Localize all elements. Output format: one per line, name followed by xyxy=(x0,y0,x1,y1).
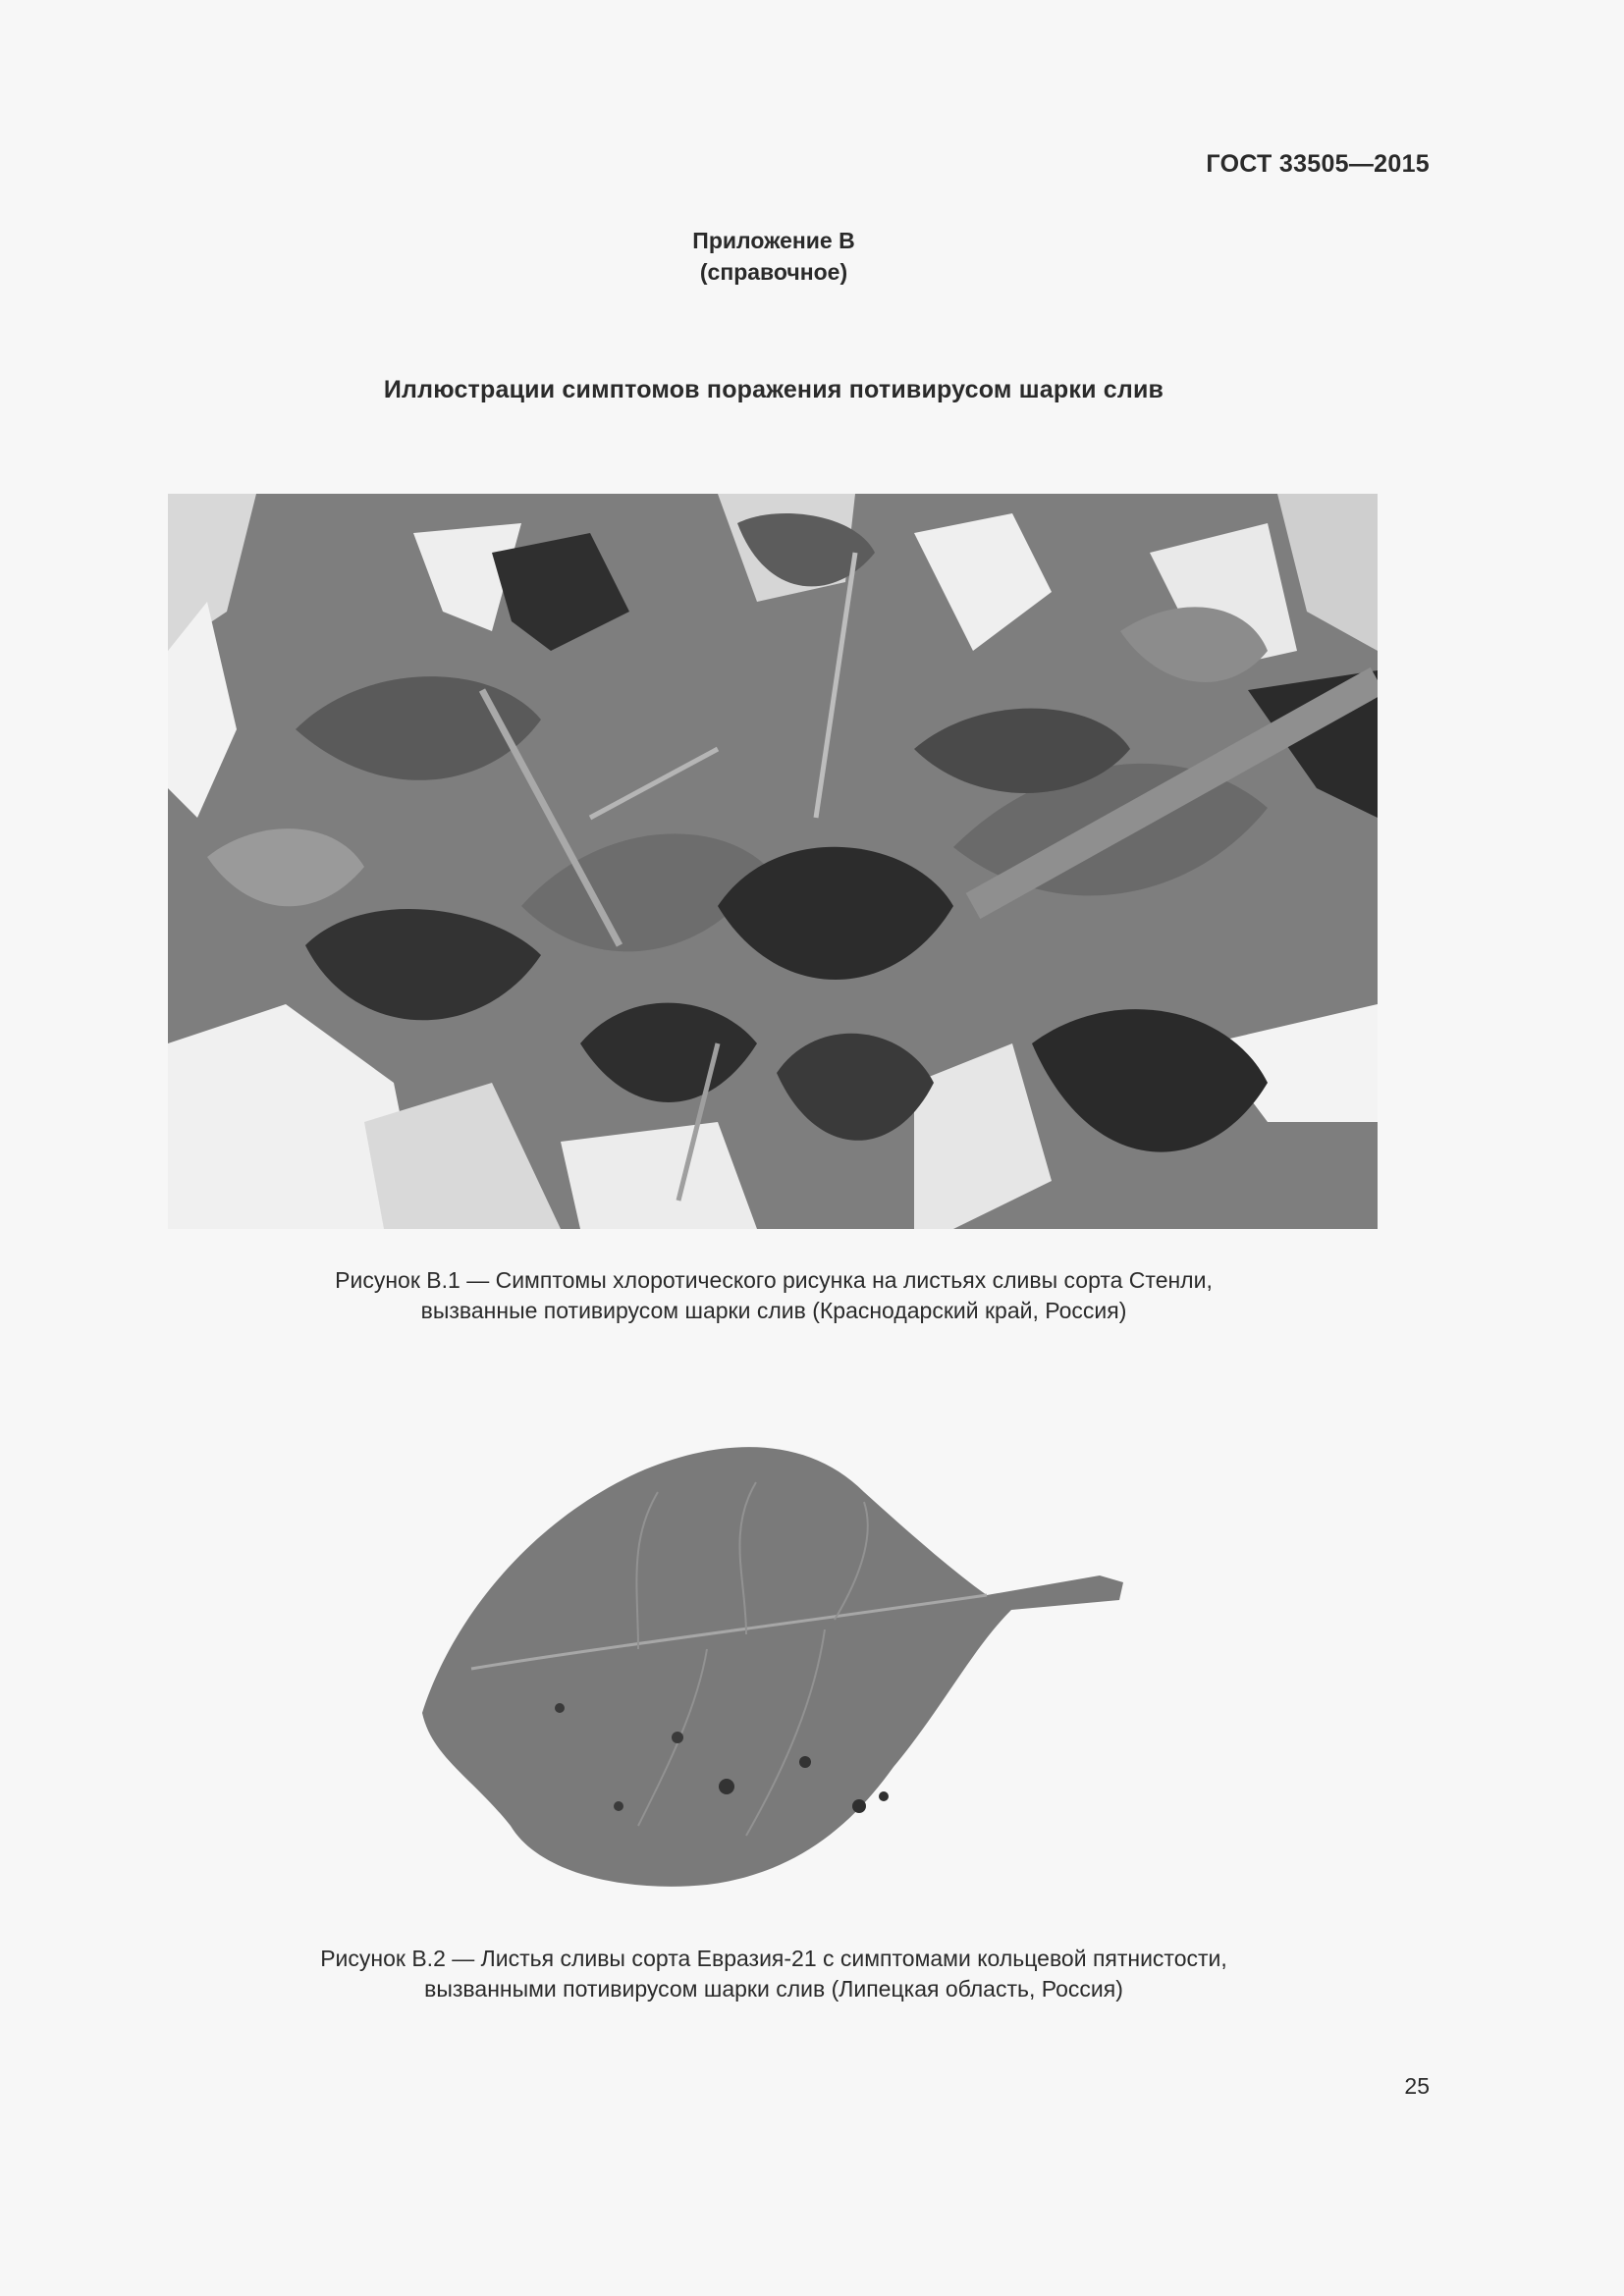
figure-b1-caption-line1: Рисунок В.1 — Симптомы хлоротического рисунка на листьях сливы сорта Стенли, xyxy=(335,1267,1213,1293)
standard-code: ГОСТ 33505—2015 xyxy=(1206,150,1430,178)
figure-b2-caption xyxy=(0,1944,1547,2004)
appendix-label: Приложение В xyxy=(692,228,855,253)
appendix-type: (справочное) xyxy=(699,259,848,285)
section-title: Иллюстрации симптомов поражения потивирусом шарки слив xyxy=(383,376,1164,403)
figure-b2-caption-line1: Рисунок В.2 — Листья сливы сорта Евразия-21 с симптомами кольцевой пятнистости, xyxy=(320,1946,1227,1971)
appendix-heading xyxy=(0,225,1547,288)
figure-b2-caption-line2: вызванными потивирусом шарки слив (Липецкая область, Россия) xyxy=(424,1976,1123,2002)
page-number: 25 xyxy=(1404,2073,1430,2099)
figure-b1-photo xyxy=(168,494,1378,1229)
figure-b1-caption-line2: вызванные потивирусом шарки слив (Краснодарский край, Россия) xyxy=(420,1298,1127,1323)
plum-leaf-photo xyxy=(412,1414,1139,1895)
plum-leaves-photo xyxy=(168,494,1378,1229)
figure-b2-photo xyxy=(412,1414,1139,1895)
figure-b1-caption xyxy=(0,1265,1547,1326)
